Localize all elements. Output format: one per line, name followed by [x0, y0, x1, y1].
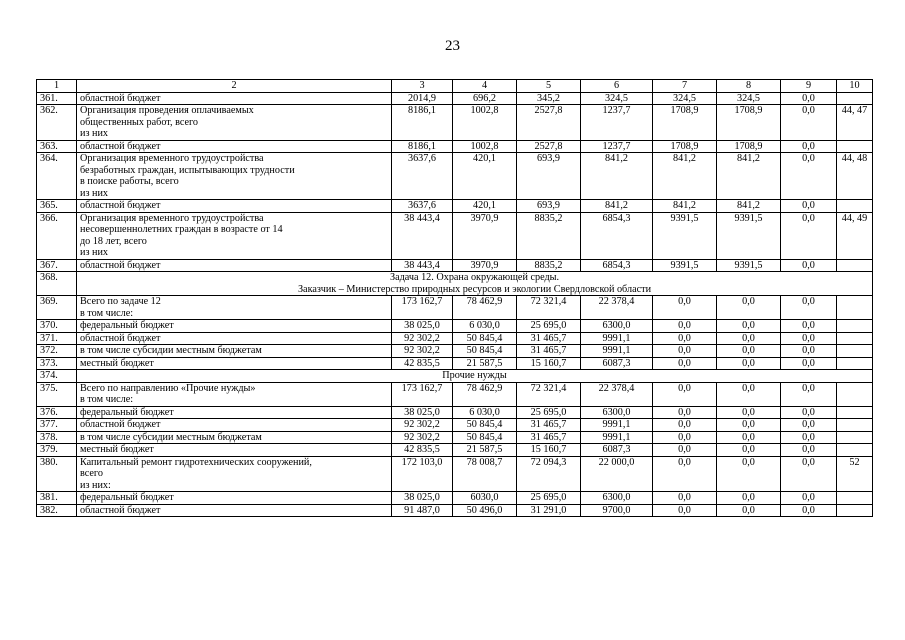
row-number: 381. — [37, 492, 77, 505]
value-cell: 31 291,0 — [517, 504, 581, 517]
value-cell: 9991,1 — [581, 431, 653, 444]
value-cell: 92 302,2 — [392, 332, 453, 345]
column-header: 9 — [781, 80, 837, 93]
value-cell: 8835,2 — [517, 259, 581, 272]
value-cell: 38 443,4 — [392, 212, 453, 259]
row-number: 376. — [37, 406, 77, 419]
value-cell: 0,0 — [717, 320, 781, 333]
value-cell: 2527,8 — [517, 105, 581, 141]
section-heading-line: Прочие нужды — [442, 370, 507, 381]
value-cell: 0,0 — [781, 406, 837, 419]
value-cell — [837, 140, 873, 153]
value-cell: 0,0 — [781, 456, 837, 492]
item-name-line: в том числе: — [80, 307, 134, 319]
column-header: 3 — [392, 80, 453, 93]
value-cell: 72 321,4 — [517, 296, 581, 320]
value-cell: 1708,9 — [653, 105, 717, 141]
item-name-cell — [77, 105, 392, 141]
value-cell — [837, 92, 873, 105]
value-cell: 0,0 — [717, 357, 781, 370]
item-name-cell — [77, 92, 392, 105]
value-cell — [837, 444, 873, 457]
value-cell: 6300,0 — [581, 320, 653, 333]
value-cell: 841,2 — [653, 200, 717, 213]
value-cell: 345,2 — [517, 92, 581, 105]
column-header: 5 — [517, 80, 581, 93]
item-name-line: из них: — [80, 479, 111, 491]
value-cell: 420,1 — [453, 153, 517, 200]
value-cell: 9391,5 — [717, 259, 781, 272]
value-cell: 0,0 — [717, 296, 781, 320]
value-cell: 78 462,9 — [453, 296, 517, 320]
value-cell: 0,0 — [653, 419, 717, 432]
item-name-cell — [77, 200, 392, 213]
value-cell: 15 160,7 — [517, 444, 581, 457]
table-row — [37, 105, 873, 141]
item-name-line: областной бюджет — [80, 419, 161, 430]
value-cell: 50 845,4 — [453, 419, 517, 432]
value-cell — [837, 504, 873, 517]
value-cell: 324,5 — [581, 92, 653, 105]
value-cell: 173 162,7 — [392, 296, 453, 320]
value-cell: 8835,2 — [517, 212, 581, 259]
row-number: 372. — [37, 345, 77, 358]
value-cell — [837, 259, 873, 272]
table-row — [37, 382, 873, 406]
item-name-cell — [77, 259, 392, 272]
value-cell: 9391,5 — [717, 212, 781, 259]
row-number: 363. — [37, 140, 77, 153]
item-name-line: из них — [80, 128, 109, 139]
table-row — [37, 492, 873, 505]
value-cell: 0,0 — [717, 332, 781, 345]
section-heading-line: Заказчик – Министерство природных ресурсов и экологии Свердловской области — [297, 283, 652, 295]
value-cell: 0,0 — [717, 345, 781, 358]
value-cell: 38 025,0 — [392, 406, 453, 419]
item-name-cell — [77, 332, 392, 345]
item-name-cell — [77, 140, 392, 153]
table-row — [37, 200, 873, 213]
item-name-line: местный бюджет — [80, 444, 154, 455]
table-row — [37, 357, 873, 370]
value-cell: 0,0 — [781, 105, 837, 141]
value-cell: 15 160,7 — [517, 357, 581, 370]
value-cell: 38 025,0 — [392, 492, 453, 505]
value-cell: 6300,0 — [581, 492, 653, 505]
item-name-line: несовершеннолетних граждан в возрасте от 14 — [80, 224, 283, 235]
value-cell — [837, 419, 873, 432]
table-row — [37, 456, 873, 492]
value-cell: 172 103,0 — [392, 456, 453, 492]
value-cell: 1237,7 — [581, 140, 653, 153]
value-cell: 1708,9 — [653, 140, 717, 153]
item-name-cell — [77, 357, 392, 370]
value-cell: 21 587,5 — [453, 357, 517, 370]
value-cell: 841,2 — [717, 200, 781, 213]
section-heading-line: Задача 12. Охрана окружающей среды. — [389, 272, 560, 283]
value-cell — [837, 332, 873, 345]
value-cell: 420,1 — [453, 200, 517, 213]
item-name-line: из них — [80, 247, 109, 258]
value-cell: 0,0 — [781, 382, 837, 406]
column-header: 4 — [453, 80, 517, 93]
value-cell: 1002,8 — [453, 140, 517, 153]
row-number: 368. — [37, 272, 77, 296]
item-name-line: в том числе субсидии местным бюджетам — [80, 431, 262, 443]
value-cell: 0,0 — [781, 200, 837, 213]
item-name-line: Всего по направлению «Прочие нужды» — [80, 382, 256, 394]
value-cell: 78 462,9 — [453, 382, 517, 406]
value-cell: 0,0 — [653, 382, 717, 406]
column-header: 6 — [581, 80, 653, 93]
value-cell: 8186,1 — [392, 140, 453, 153]
value-cell: 0,0 — [653, 456, 717, 492]
table-row — [37, 140, 873, 153]
row-number: 362. — [37, 105, 77, 141]
item-name-cell — [77, 492, 392, 505]
value-cell: 92 302,2 — [392, 431, 453, 444]
value-cell — [837, 320, 873, 333]
value-cell: 0,0 — [717, 456, 781, 492]
value-cell: 92 302,2 — [392, 419, 453, 432]
value-cell: 0,0 — [781, 92, 837, 105]
value-cell: 3970,9 — [453, 212, 517, 259]
item-name-line: федеральный бюджет — [80, 492, 174, 503]
value-cell: 6854,3 — [581, 212, 653, 259]
row-number: 377. — [37, 419, 77, 432]
item-name-line: Капитальный ремонт гидротехнических сооружений, — [80, 456, 312, 468]
value-cell: 0,0 — [781, 259, 837, 272]
table-row — [37, 320, 873, 333]
table-row — [37, 212, 873, 259]
value-cell: 0,0 — [653, 357, 717, 370]
table-body — [37, 80, 873, 517]
row-number: 379. — [37, 444, 77, 457]
value-cell: 0,0 — [781, 296, 837, 320]
item-name-line: областной бюджет — [80, 200, 161, 211]
value-cell: 841,2 — [581, 153, 653, 200]
table-row — [37, 406, 873, 419]
table-row — [37, 370, 873, 383]
row-number: 380. — [37, 456, 77, 492]
value-cell — [837, 431, 873, 444]
row-number: 382. — [37, 504, 77, 517]
value-cell: 0,0 — [653, 332, 717, 345]
row-number: 371. — [37, 332, 77, 345]
table-row — [37, 345, 873, 358]
value-cell: 42 835,5 — [392, 444, 453, 457]
value-cell: 0,0 — [653, 492, 717, 505]
value-cell: 42 835,5 — [392, 357, 453, 370]
section-heading-cell — [77, 272, 873, 296]
section-heading-cell — [77, 370, 873, 383]
item-name-cell — [77, 320, 392, 333]
value-cell: 50 845,4 — [453, 345, 517, 358]
value-cell: 696,2 — [453, 92, 517, 105]
value-cell: 22 378,4 — [581, 296, 653, 320]
value-cell: 9991,1 — [581, 332, 653, 345]
item-name-line: федеральный бюджет — [80, 320, 174, 331]
value-cell: 72 094,3 — [517, 456, 581, 492]
value-cell: 3637,6 — [392, 153, 453, 200]
value-cell: 50 845,4 — [453, 332, 517, 345]
value-cell: 9991,1 — [581, 345, 653, 358]
item-name-cell — [77, 431, 392, 444]
row-number: 378. — [37, 431, 77, 444]
item-name-line: Организация проведения оплачиваемых — [80, 105, 254, 116]
budget-table — [36, 79, 873, 517]
value-cell: 50 496,0 — [453, 504, 517, 517]
value-cell: 0,0 — [781, 357, 837, 370]
table-row — [37, 272, 873, 296]
value-cell: 841,2 — [717, 153, 781, 200]
value-cell: 22 378,4 — [581, 382, 653, 406]
column-header: 10 — [837, 80, 873, 93]
value-cell: 1002,8 — [453, 105, 517, 141]
value-cell: 44, 48 — [837, 153, 873, 200]
value-cell: 1708,9 — [717, 105, 781, 141]
value-cell: 6030,0 — [453, 492, 517, 505]
item-name-line: всего — [80, 468, 103, 479]
item-name-line: до 18 лет, всего — [80, 235, 147, 247]
header-row — [37, 80, 873, 93]
value-cell: 0,0 — [781, 153, 837, 200]
value-cell — [837, 492, 873, 505]
value-cell: 31 465,7 — [517, 332, 581, 345]
value-cell: 25 695,0 — [517, 406, 581, 419]
item-name-line: областной бюджет — [80, 332, 161, 344]
value-cell: 9391,5 — [653, 259, 717, 272]
table-row — [37, 153, 873, 200]
row-number: 365. — [37, 200, 77, 213]
value-cell — [837, 345, 873, 358]
value-cell: 0,0 — [781, 504, 837, 517]
item-name-cell — [77, 345, 392, 358]
column-header: 1 — [37, 80, 77, 93]
row-number: 364. — [37, 153, 77, 200]
value-cell: 0,0 — [781, 419, 837, 432]
value-cell: 0,0 — [653, 345, 717, 358]
value-cell: 1708,9 — [717, 140, 781, 153]
value-cell: 3637,6 — [392, 200, 453, 213]
item-name-cell — [77, 444, 392, 457]
value-cell: 6087,3 — [581, 357, 653, 370]
value-cell: 38 025,0 — [392, 320, 453, 333]
table-row — [37, 259, 873, 272]
item-name-line: безработных граждан, испытывающих трудности — [80, 164, 295, 176]
item-name-line: в том числе: — [80, 394, 134, 405]
item-name-cell — [77, 456, 392, 492]
value-cell: 9700,0 — [581, 504, 653, 517]
value-cell: 50 845,4 — [453, 431, 517, 444]
value-cell: 841,2 — [653, 153, 717, 200]
value-cell: 0,0 — [717, 504, 781, 517]
value-cell: 91 487,0 — [392, 504, 453, 517]
value-cell: 841,2 — [581, 200, 653, 213]
value-cell: 6 030,0 — [453, 406, 517, 419]
page-number: 23 — [445, 38, 460, 54]
value-cell: 6087,3 — [581, 444, 653, 457]
value-cell: 52 — [837, 456, 873, 492]
table-row — [37, 504, 873, 517]
row-number: 370. — [37, 320, 77, 333]
value-cell: 0,0 — [781, 431, 837, 444]
value-cell — [837, 382, 873, 406]
value-cell: 2014,9 — [392, 92, 453, 105]
item-name-line: Всего по задаче 12 — [80, 296, 161, 307]
row-number: 361. — [37, 92, 77, 105]
value-cell — [837, 296, 873, 320]
value-cell: 6 030,0 — [453, 320, 517, 333]
table-row — [37, 419, 873, 432]
item-name-cell — [77, 406, 392, 419]
value-cell: 0,0 — [653, 444, 717, 457]
value-cell: 0,0 — [717, 382, 781, 406]
table-row — [37, 444, 873, 457]
value-cell: 0,0 — [653, 320, 717, 333]
item-name-line: областной бюджет — [80, 140, 161, 152]
item-name-cell — [77, 212, 392, 259]
item-name-cell — [77, 504, 392, 517]
value-cell: 0,0 — [717, 492, 781, 505]
value-cell: 31 465,7 — [517, 431, 581, 444]
item-name-line: общественных работ, всего — [80, 116, 199, 128]
value-cell: 0,0 — [781, 345, 837, 358]
value-cell: 6854,3 — [581, 259, 653, 272]
item-name-line: Организация временного трудоустройства — [80, 153, 264, 164]
value-cell: 2527,8 — [517, 140, 581, 153]
value-cell: 9391,5 — [653, 212, 717, 259]
table-row — [37, 92, 873, 105]
row-number: 373. — [37, 357, 77, 370]
row-number: 366. — [37, 212, 77, 259]
value-cell: 3970,9 — [453, 259, 517, 272]
table-row — [37, 431, 873, 444]
value-cell: 31 465,7 — [517, 419, 581, 432]
value-cell: 6300,0 — [581, 406, 653, 419]
value-cell: 0,0 — [781, 320, 837, 333]
table-row — [37, 296, 873, 320]
value-cell: 0,0 — [781, 140, 837, 153]
value-cell: 0,0 — [653, 504, 717, 517]
item-name-line: в том числе субсидии местным бюджетам — [80, 345, 262, 356]
value-cell: 693,9 — [517, 200, 581, 213]
value-cell: 324,5 — [717, 92, 781, 105]
value-cell — [837, 357, 873, 370]
row-number: 369. — [37, 296, 77, 320]
column-header: 7 — [653, 80, 717, 93]
value-cell: 1237,7 — [581, 105, 653, 141]
value-cell: 44, 49 — [837, 212, 873, 259]
value-cell: 31 465,7 — [517, 345, 581, 358]
value-cell: 324,5 — [653, 92, 717, 105]
table-row — [37, 332, 873, 345]
item-name-line: Организация временного трудоустройства — [80, 212, 264, 224]
value-cell: 0,0 — [717, 431, 781, 444]
value-cell: 173 162,7 — [392, 382, 453, 406]
item-name-line: местный бюджет — [80, 357, 154, 369]
value-cell: 0,0 — [653, 406, 717, 419]
value-cell: 72 321,4 — [517, 382, 581, 406]
item-name-line: областной бюджет — [80, 504, 161, 516]
value-cell: 22 000,0 — [581, 456, 653, 492]
item-name-cell — [77, 382, 392, 406]
column-header: 2 — [77, 80, 392, 93]
row-number: 367. — [37, 259, 77, 272]
value-cell: 693,9 — [517, 153, 581, 200]
value-cell: 0,0 — [653, 431, 717, 444]
value-cell: 92 302,2 — [392, 345, 453, 358]
value-cell: 0,0 — [781, 444, 837, 457]
item-name-line: областной бюджет — [80, 92, 161, 104]
item-name-cell — [77, 296, 392, 320]
value-cell: 25 695,0 — [517, 492, 581, 505]
column-header: 8 — [717, 80, 781, 93]
value-cell: 8186,1 — [392, 105, 453, 141]
value-cell: 21 587,5 — [453, 444, 517, 457]
value-cell: 0,0 — [717, 444, 781, 457]
item-name-line: областной бюджет — [80, 259, 161, 271]
row-number: 375. — [37, 382, 77, 406]
value-cell — [837, 200, 873, 213]
value-cell: 0,0 — [781, 212, 837, 259]
value-cell: 0,0 — [717, 419, 781, 432]
value-cell: 38 443,4 — [392, 259, 453, 272]
value-cell: 0,0 — [781, 332, 837, 345]
item-name-cell — [77, 153, 392, 200]
value-cell — [837, 406, 873, 419]
value-cell: 25 695,0 — [517, 320, 581, 333]
value-cell: 9991,1 — [581, 419, 653, 432]
item-name-line: в поиске работы, всего — [80, 176, 179, 187]
item-name-line: федеральный бюджет — [80, 406, 174, 418]
value-cell: 0,0 — [653, 296, 717, 320]
item-name-line: из них — [80, 187, 109, 199]
row-number: 374. — [37, 370, 77, 383]
value-cell: 0,0 — [781, 492, 837, 505]
value-cell: 0,0 — [717, 406, 781, 419]
value-cell: 78 008,7 — [453, 456, 517, 492]
item-name-cell — [77, 419, 392, 432]
value-cell: 44, 47 — [837, 105, 873, 141]
